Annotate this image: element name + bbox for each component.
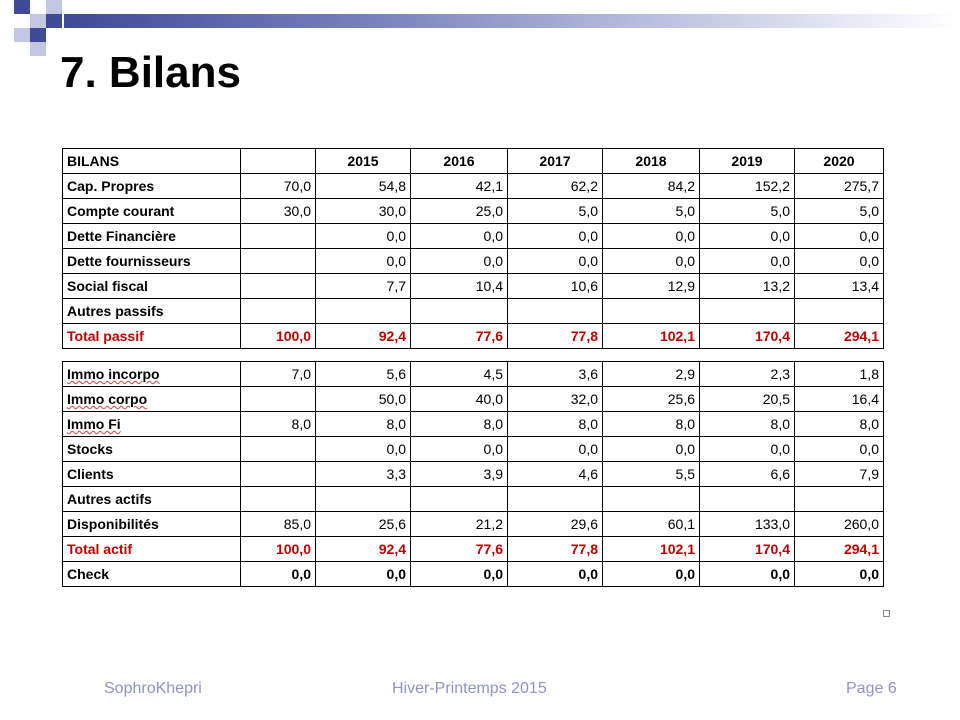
column-header <box>241 149 316 174</box>
cell-text: 0,0 <box>859 566 879 582</box>
table-cell <box>508 199 603 224</box>
table-cell <box>316 249 411 274</box>
row-label <box>63 362 241 387</box>
table-body <box>63 149 884 587</box>
row-label <box>63 412 241 437</box>
cell-text: 0,0 <box>859 441 879 457</box>
row-label <box>63 562 241 587</box>
cell-text: 8,0 <box>859 416 879 432</box>
table-cell <box>411 324 508 349</box>
cell-text: 21,2 <box>475 516 503 532</box>
cell-text: 2016 <box>443 153 475 169</box>
table-cell <box>795 324 884 349</box>
table-cell <box>700 387 795 412</box>
table-cell <box>508 562 603 587</box>
table-cell <box>603 299 700 324</box>
table-row <box>63 299 884 324</box>
table-cell <box>603 199 700 224</box>
table-cell <box>795 299 884 324</box>
table-cell <box>241 224 316 249</box>
cell-text: Clients <box>67 466 114 482</box>
table-cell <box>241 562 316 587</box>
table-cell <box>241 487 316 512</box>
footer-page-number: Page 6 <box>846 680 897 697</box>
table-cell <box>603 437 700 462</box>
cell-text: 70,0 <box>283 178 311 194</box>
cell-text: 92,4 <box>378 541 406 557</box>
cell-text: 25,6 <box>378 516 406 532</box>
cell-text: 5,0 <box>770 203 790 219</box>
row-label <box>63 174 241 199</box>
decor-square <box>46 0 62 14</box>
cell-text: 5,0 <box>578 203 598 219</box>
cell-text: Immo corpo <box>67 391 148 407</box>
table-cell <box>411 462 508 487</box>
column-header <box>795 149 884 174</box>
cell-text: 7,9 <box>859 466 879 482</box>
title-gradient-bar <box>64 14 960 28</box>
table-cell <box>795 412 884 437</box>
table-cell <box>795 537 884 562</box>
column-header <box>508 149 603 174</box>
resize-handle[interactable] <box>883 610 890 617</box>
table-cell <box>411 199 508 224</box>
table-cell <box>603 512 700 537</box>
table-cell <box>411 362 508 387</box>
table-cell <box>241 462 316 487</box>
table-cell <box>241 249 316 274</box>
table-cell <box>316 362 411 387</box>
table-cell <box>795 249 884 274</box>
row-label <box>63 324 241 349</box>
table-cell <box>411 562 508 587</box>
cell-text: 29,6 <box>570 516 598 532</box>
cell-text: 0,0 <box>859 228 879 244</box>
table-cell <box>241 324 316 349</box>
cell-text: 77,8 <box>570 541 598 557</box>
table-cell <box>603 462 700 487</box>
table-cell <box>508 274 603 299</box>
cell-text: 2018 <box>635 153 667 169</box>
table-cell <box>316 562 411 587</box>
table-cell <box>700 174 795 199</box>
cell-text: 0,0 <box>770 228 790 244</box>
cell-text: Immo Fi <box>67 416 121 432</box>
table-cell <box>411 487 508 512</box>
slide-title: 7. Bilans <box>60 48 241 97</box>
table-cell <box>241 274 316 299</box>
cell-text: 8,0 <box>483 416 503 432</box>
table-cell <box>508 362 603 387</box>
cell-text: 6,6 <box>770 466 790 482</box>
row-label <box>63 249 241 274</box>
cell-text: 102,1 <box>659 541 695 557</box>
table-cell <box>241 437 316 462</box>
cell-text: 13,2 <box>762 278 790 294</box>
cell-text: 0,0 <box>675 566 695 582</box>
table-row <box>63 462 884 487</box>
cell-text: 0,0 <box>386 566 406 582</box>
table-cell <box>795 174 884 199</box>
row-label <box>63 462 241 487</box>
table-cell <box>508 412 603 437</box>
row-label <box>63 387 241 412</box>
decor-square <box>30 28 46 42</box>
table-cell <box>603 362 700 387</box>
table-cell <box>700 299 795 324</box>
cell-text: 0,0 <box>483 228 503 244</box>
table-cell <box>508 487 603 512</box>
table-cell <box>241 537 316 562</box>
cell-text: 0,0 <box>770 566 790 582</box>
table-cell <box>795 362 884 387</box>
table-row <box>63 437 884 462</box>
cell-text: 92,4 <box>378 328 406 344</box>
cell-text: Check <box>67 566 110 582</box>
table-cell <box>795 462 884 487</box>
cell-text: 84,2 <box>667 178 695 194</box>
cell-text: Autres actifs <box>67 491 152 507</box>
table-cell <box>700 562 795 587</box>
table-cell <box>316 462 411 487</box>
table-cell <box>411 224 508 249</box>
table-cell <box>700 224 795 249</box>
table-cell <box>603 387 700 412</box>
cell-text: 0,0 <box>386 228 406 244</box>
table-cell <box>700 324 795 349</box>
table-cell <box>411 437 508 462</box>
table-row <box>63 387 884 412</box>
table-row <box>63 199 884 224</box>
cell-text: 40,0 <box>475 391 503 407</box>
table-cell <box>508 437 603 462</box>
spacer-row <box>63 349 884 362</box>
cell-text: 0,0 <box>578 441 598 457</box>
table-cell <box>411 299 508 324</box>
table-cell <box>603 224 700 249</box>
cell-text: 62,2 <box>570 178 598 194</box>
cell-text: 260,0 <box>843 516 879 532</box>
cell-text: 12,9 <box>667 278 695 294</box>
table-cell <box>700 249 795 274</box>
row-label <box>63 512 241 537</box>
cell-text: 0,0 <box>483 441 503 457</box>
table-cell <box>508 512 603 537</box>
table-cell <box>508 387 603 412</box>
table-cell <box>411 274 508 299</box>
cell-text: 294,1 <box>843 541 879 557</box>
table-cell <box>508 537 603 562</box>
table-cell <box>603 412 700 437</box>
table-cell <box>316 324 411 349</box>
cell-text: 102,1 <box>659 328 695 344</box>
table-cell <box>316 224 411 249</box>
cell-text: 3,9 <box>483 466 503 482</box>
table-row <box>63 249 884 274</box>
cell-text: 0,0 <box>483 253 503 269</box>
table-cell <box>603 174 700 199</box>
table-cell <box>603 249 700 274</box>
table-cell <box>316 537 411 562</box>
cell-text: 32,0 <box>570 391 598 407</box>
table-cell <box>316 174 411 199</box>
cell-text: 8,0 <box>291 416 311 432</box>
cell-text: Stocks <box>67 441 113 457</box>
row-label <box>63 437 241 462</box>
total-passif-row <box>63 324 884 349</box>
cell-text: BILANS <box>67 153 120 169</box>
table-cell <box>700 412 795 437</box>
row-label <box>63 199 241 224</box>
cell-text: 0,0 <box>578 253 598 269</box>
cell-text: 170,4 <box>754 541 790 557</box>
table-cell <box>795 224 884 249</box>
cell-text: 170,4 <box>754 328 790 344</box>
cell-text: 30,0 <box>378 203 406 219</box>
table-cell <box>700 362 795 387</box>
cell-text: 4,6 <box>578 466 598 482</box>
cell-text: 77,6 <box>475 541 503 557</box>
cell-text: 13,4 <box>851 278 879 294</box>
table-cell <box>411 537 508 562</box>
cell-text: 0,0 <box>386 253 406 269</box>
cell-text: 85,0 <box>283 516 311 532</box>
cell-text: 5,5 <box>675 466 695 482</box>
cell-text: 275,7 <box>843 178 879 194</box>
cell-text: 5,6 <box>386 366 406 382</box>
table-cell <box>411 387 508 412</box>
table-cell <box>700 462 795 487</box>
cell-text: 0,0 <box>859 253 879 269</box>
cell-text: 25,6 <box>667 391 695 407</box>
row-label <box>63 149 241 174</box>
table-cell <box>241 174 316 199</box>
table-cell <box>508 324 603 349</box>
table-cell <box>316 437 411 462</box>
cell-text: 8,0 <box>675 416 695 432</box>
total-actif-row <box>63 537 884 562</box>
cell-text: 30,0 <box>283 203 311 219</box>
cell-text: 3,6 <box>578 366 598 382</box>
row-label <box>63 537 241 562</box>
table-cell <box>411 249 508 274</box>
table-row <box>63 512 884 537</box>
table-cell <box>795 512 884 537</box>
cell-text: 8,0 <box>770 416 790 432</box>
cell-text: 8,0 <box>386 416 406 432</box>
cell-text: 294,1 <box>843 328 879 344</box>
table-cell <box>241 512 316 537</box>
row-label <box>63 299 241 324</box>
cell-text: Total actif <box>67 541 133 557</box>
check-row <box>63 562 884 587</box>
table-cell <box>316 487 411 512</box>
cell-text: 0,0 <box>675 253 695 269</box>
table-cell <box>603 562 700 587</box>
table-cell <box>508 462 603 487</box>
cell-text: 50,0 <box>378 391 406 407</box>
cell-text: 0,0 <box>483 566 503 582</box>
cell-text: Autres passifs <box>67 303 164 319</box>
cell-text: 2020 <box>823 153 855 169</box>
table-cell <box>316 412 411 437</box>
table-cell <box>316 512 411 537</box>
table-cell <box>795 437 884 462</box>
table-cell <box>411 512 508 537</box>
cell-text: 77,8 <box>570 328 598 344</box>
cell-text: 2015 <box>347 153 379 169</box>
cell-text: 20,5 <box>762 391 790 407</box>
cell-text: 42,1 <box>475 178 503 194</box>
table-cell <box>316 199 411 224</box>
table-cell <box>700 199 795 224</box>
cell-text: Total passif <box>67 328 144 344</box>
decor-square <box>46 14 62 28</box>
row-label <box>63 487 241 512</box>
table-row <box>63 274 884 299</box>
table-cell <box>316 274 411 299</box>
table-cell <box>795 274 884 299</box>
table-row <box>63 412 884 437</box>
table-cell <box>241 362 316 387</box>
cell-text: 0,0 <box>770 253 790 269</box>
cell-text: 4,5 <box>483 366 503 382</box>
decor-square <box>14 28 30 42</box>
cell-text: 133,0 <box>754 516 790 532</box>
footer-center: Hiver-Printemps 2015 <box>392 680 547 697</box>
cell-text: 0,0 <box>578 228 598 244</box>
table-cell <box>316 299 411 324</box>
table-cell <box>241 199 316 224</box>
table-cell <box>795 387 884 412</box>
cell-text: 0,0 <box>770 441 790 457</box>
cell-text: 54,8 <box>378 178 406 194</box>
cell-text: 0,0 <box>578 566 598 582</box>
cell-text: 10,4 <box>475 278 503 294</box>
cell-text: 7,7 <box>386 278 406 294</box>
cell-text: Immo incorpo <box>67 366 160 382</box>
table-cell <box>508 249 603 274</box>
cell-text: 0,0 <box>291 566 311 582</box>
table-cell <box>603 324 700 349</box>
cell-text: 2,9 <box>675 366 695 382</box>
table-cell <box>241 387 316 412</box>
table-cell <box>795 487 884 512</box>
cell-text: Disponibilités <box>67 516 159 532</box>
cell-text: Compte courant <box>67 203 175 219</box>
column-header <box>316 149 411 174</box>
spacer-cell <box>63 349 884 362</box>
cell-text: 16,4 <box>851 391 879 407</box>
cell-text: 5,0 <box>859 203 879 219</box>
table-cell <box>603 487 700 512</box>
cell-text: 0,0 <box>675 228 695 244</box>
cell-text: 60,1 <box>667 516 695 532</box>
cell-text: 152,2 <box>754 178 790 194</box>
decor-square <box>30 42 46 56</box>
table-cell <box>316 387 411 412</box>
table-cell <box>700 437 795 462</box>
cell-text: 2019 <box>731 153 763 169</box>
cell-text: 25,0 <box>475 203 503 219</box>
cell-text: 0,0 <box>386 441 406 457</box>
cell-text: 3,3 <box>386 466 406 482</box>
table-row <box>63 174 884 199</box>
table-row <box>63 224 884 249</box>
table-row <box>63 487 884 512</box>
cell-text: 0,0 <box>675 441 695 457</box>
cell-text: 10,6 <box>570 278 598 294</box>
cell-text: Social fiscal <box>67 278 148 294</box>
decor-square <box>30 14 46 28</box>
header-row <box>63 149 884 174</box>
table-cell <box>700 537 795 562</box>
table-cell <box>700 487 795 512</box>
cell-text: 77,6 <box>475 328 503 344</box>
decor-square <box>14 0 30 14</box>
table-cell <box>411 174 508 199</box>
column-header <box>411 149 508 174</box>
table-cell <box>411 412 508 437</box>
cell-text: Dette fournisseurs <box>67 253 191 269</box>
table-cell <box>603 274 700 299</box>
cell-text: 1,8 <box>859 366 879 382</box>
cell-text: 100,0 <box>275 541 311 557</box>
row-label <box>63 274 241 299</box>
table-cell <box>795 199 884 224</box>
cell-text: 2,3 <box>770 366 790 382</box>
bilans-table <box>62 148 884 587</box>
table-cell <box>700 512 795 537</box>
table-cell <box>241 299 316 324</box>
table-cell <box>508 299 603 324</box>
cell-text: 2017 <box>539 153 571 169</box>
footer-left: SophroKhepri <box>104 680 202 697</box>
table-cell <box>795 562 884 587</box>
cell-text: 100,0 <box>275 328 311 344</box>
cell-text: 8,0 <box>578 416 598 432</box>
table-cell <box>700 274 795 299</box>
table-cell <box>603 537 700 562</box>
table-cell <box>241 412 316 437</box>
column-header <box>700 149 795 174</box>
cell-text: 5,0 <box>675 203 695 219</box>
cell-text: Dette Financière <box>67 228 176 244</box>
table-row <box>63 362 884 387</box>
cell-text: Cap. Propres <box>67 178 155 194</box>
column-header <box>603 149 700 174</box>
cell-text: 7,0 <box>291 366 311 382</box>
table-cell <box>508 224 603 249</box>
table-cell <box>508 174 603 199</box>
row-label <box>63 224 241 249</box>
